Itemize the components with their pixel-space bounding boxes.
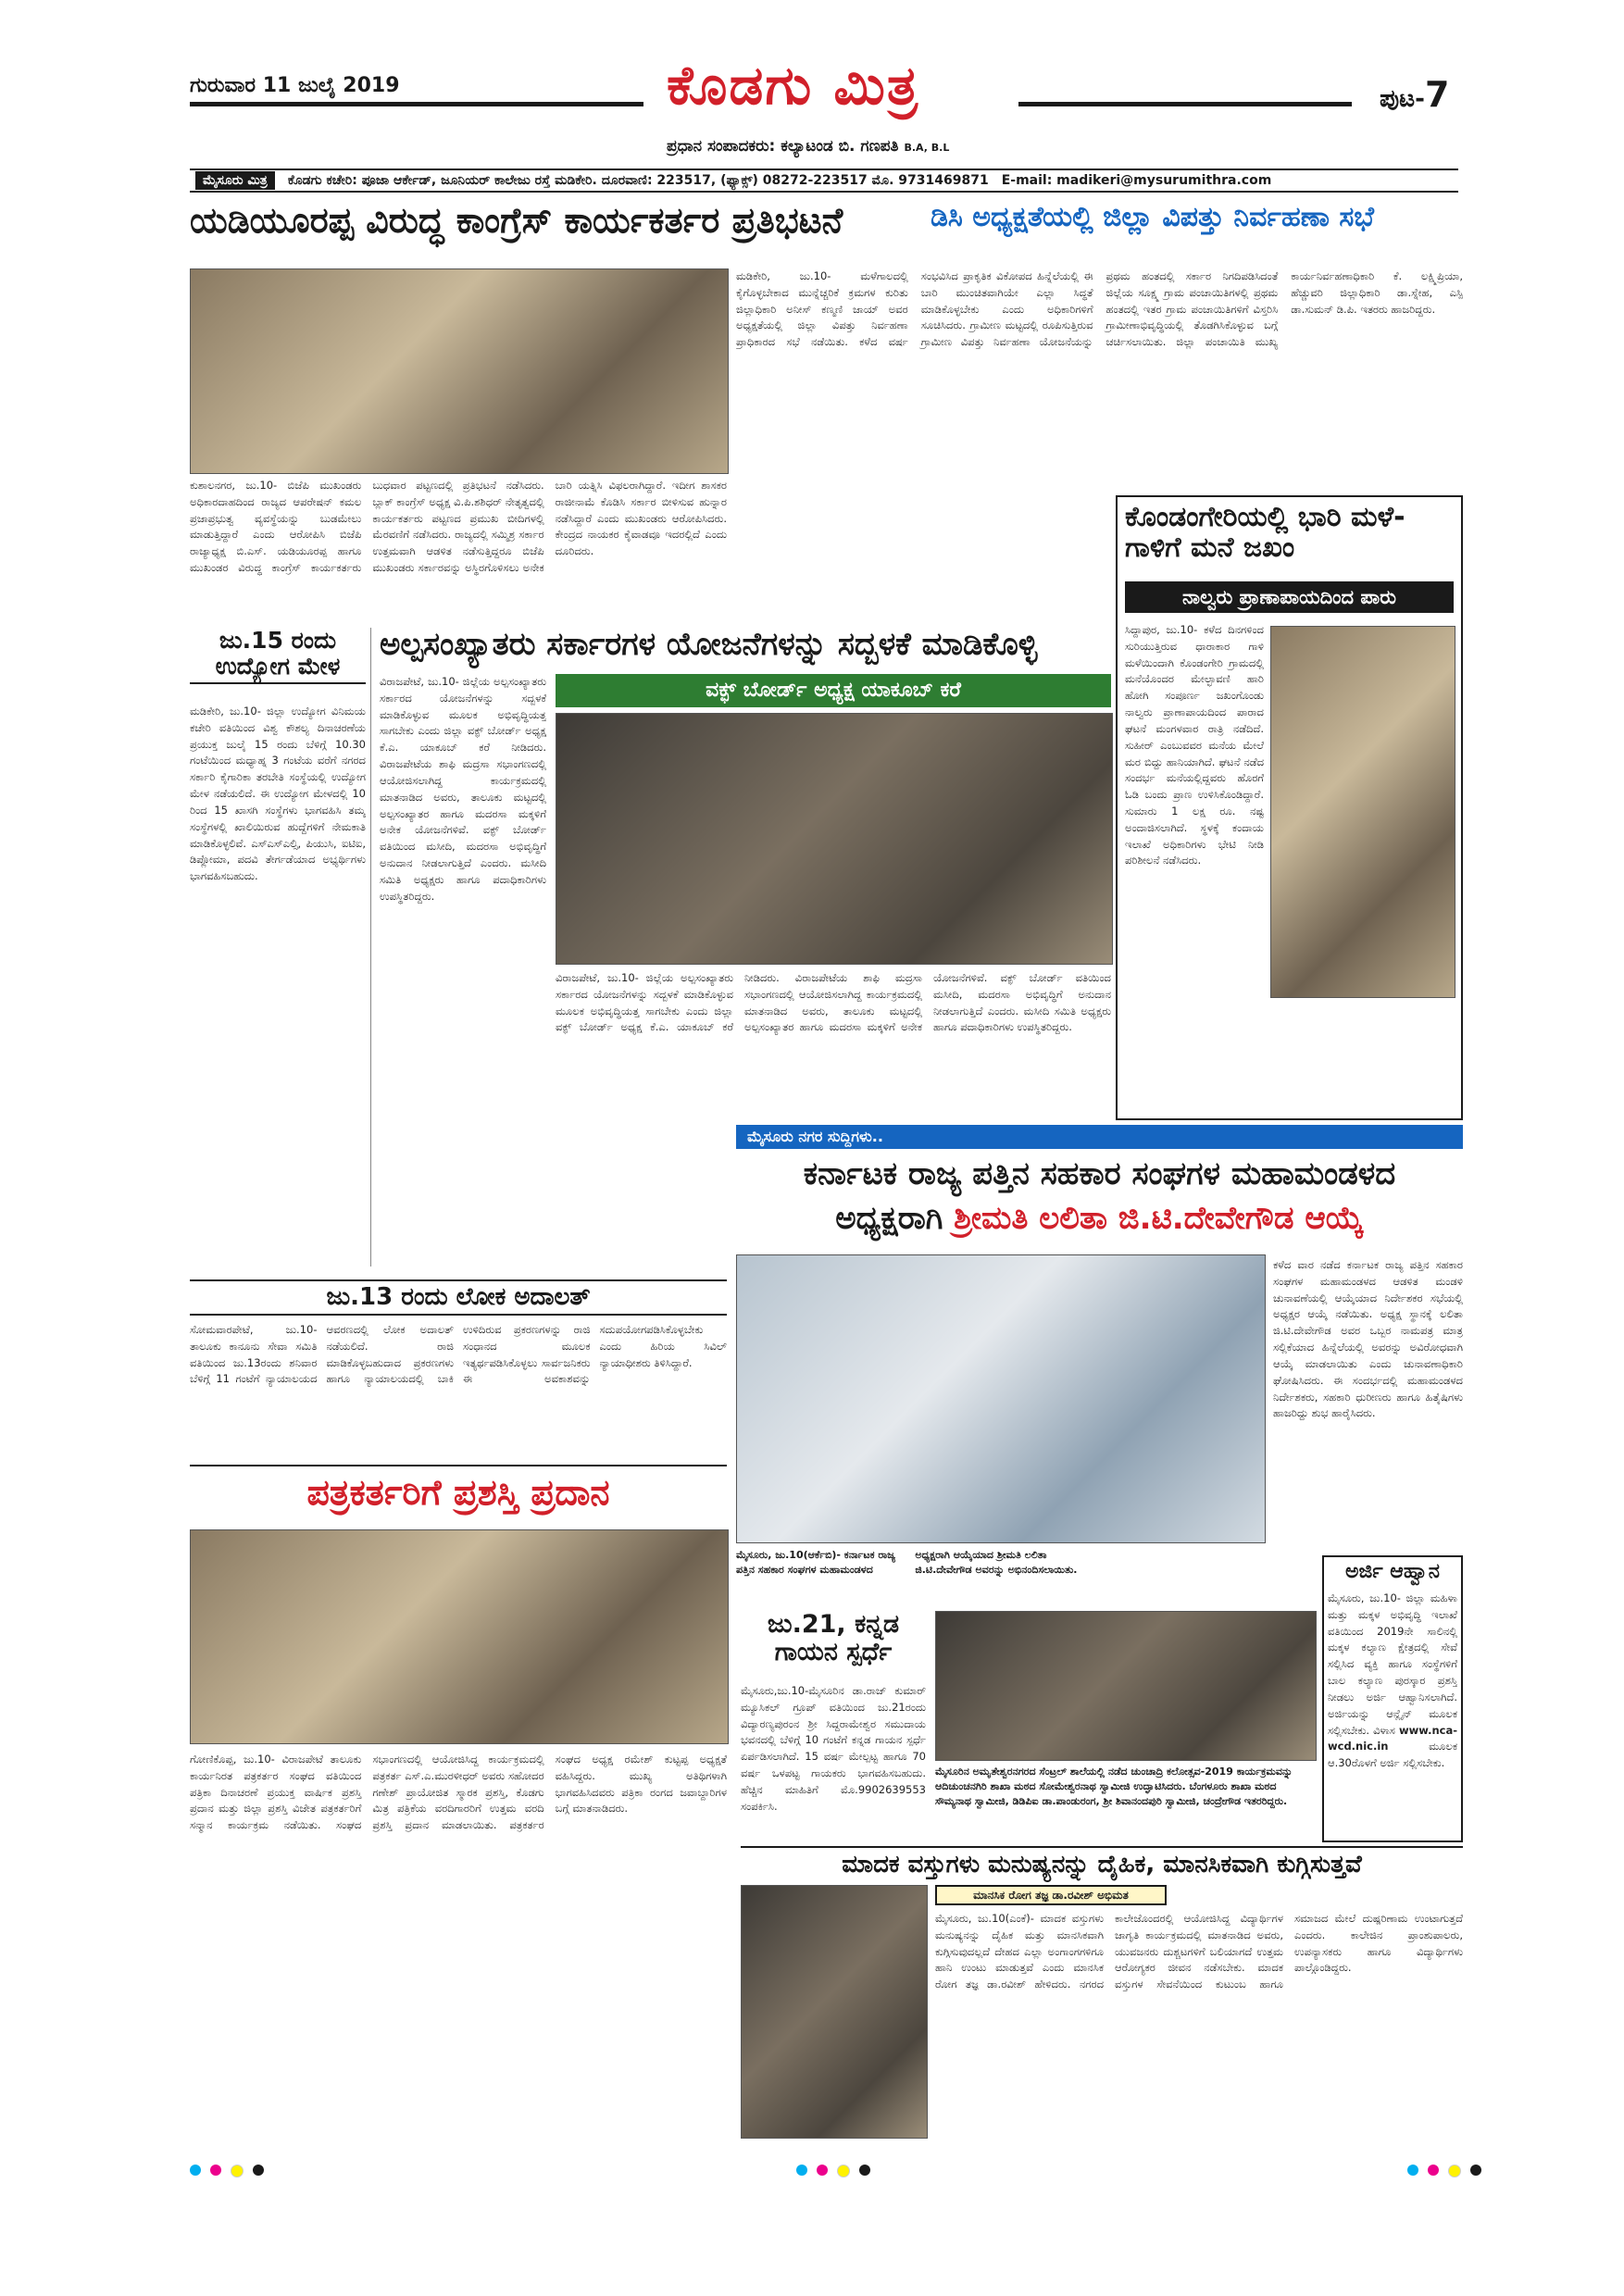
section-rule (190, 1465, 727, 1466)
chief-editor-name: ಪ್ರಧಾನ ಸಂಪಾದಕರು: ಕಲ್ಯಾಟಂಡ ಬಿ. ಗಣಪತಿ (667, 137, 899, 156)
cyan-mark (190, 2165, 201, 2176)
magenta-mark (1428, 2165, 1439, 2176)
sister-paper-brand: ಮೈಸೂರು ಮಿತ್ರ (195, 171, 275, 190)
story-job-fair-headline: ಜು.15 ರಂದು ಉದ್ಯೋಗ ಮೇಳ (190, 628, 366, 684)
house-damage-photo (1270, 626, 1455, 998)
magenta-mark (817, 2165, 828, 2176)
story-election-headline-line2 (736, 1202, 1463, 1236)
election-photo-caption: ಮೈಸೂರು, ಜು.10(ಆರ್ಕೆಬಿ)- ಕರ್ನಾಟಕ ರಾಜ್ಯ ಪತ್ತಿನ ಸಹಕಾರ ಸಂಘಗಳ ಮಹಾಮಂಡಳದ ಅಧ್ಯಕ್ಷರಾಗಿ ಆಯ್ಕೆಯಾದ ಶ್ರೀಮತಿ ಲಲಿತಾ ಜಿ.ಟಿ.ದೇವೇಗೌಡ ಅವರನ್ನು ಅಭಿನಂದಿಸಲಾಯಿತು. (736, 1549, 1078, 1576)
cyan-mark (1407, 2165, 1418, 2176)
story-awards-body: ಗೋಣಿಕೊಪ್ಪ, ಜು.10- ವಿರಾಜಪೇಟೆ ತಾಲೂಕು ಕಾರ್ಯನಿರತ ಪತ್ರಕರ್ತರ ಸಂಘದ ವತಿಯಿಂದ ಪತ್ರಿಕಾ ದಿನಾಚರಣೆ ಪ್ರಯುಕ್ತ ವಾರ್ಷಿಕ ಪ್ರಶಸ್ತಿ ಪ್ರದಾನ ಮತ್ತು ಜಿಲ್ಲಾ ಪ್ರಶಸ್ತಿ ವಿಜೇತ ಪತ್ರಕರ್ತರಿಗೆ ಸನ್ಮಾನ ಕಾರ್ಯಕ್ರಮ ನಡೆಯಿತು. ಸಂಘದ ಸಭಾಂಗಣದಲ್ಲಿ ಆಯೋಜಿಸಿದ್ದ ಕಾರ್ಯಕ್ರಮದಲ್ಲಿ ಪತ್ರಕರ್ತ ಎಸ್.ಎ.ಮುರಳೀಧರ್ ಅವರು ಸಹೋದರ ಗಣೇಶ್ ಪ್ರಾಯೋಜಿತ ಸ್ಮಾರಕ ಪ್ರಶಸ್ತಿ, ಕೊಡಗು ಮಿತ್ರ ಪತ್ರಿಕೆಯ ವರದಿಗಾರರಿಗೆ ಉತ್ತಮ ವರದಿ ಪ್ರಶಸ್ತಿ ಪ್ರದಾನ ಮಾಡಲಾಯಿತು. ಪತ್ರಕರ್ತರ ಸಂಘದ ಅಧ್ಯಕ್ಷ ರಮೇಶ್ ಕುಟ್ಟಪ್ಪ ಅಧ್ಯಕ್ಷತೆ ವಹಿಸಿದ್ದರು. ಮುಖ್ಯ ಅತಿಥಿಗಳಾಗಿ ಭಾಗವಹಿಸಿದವರು ಪತ್ರಿಕಾ ರಂಗದ ಜವಾಬ್ದಾರಿಗಳ ಬಗ್ಗೆ ಮಾತನಾಡಿದರು. (190, 1753, 727, 1832)
masthead-rule-right (1018, 102, 1352, 106)
print-marks-right (1407, 2165, 1481, 2177)
story-applications-url: www.nca-wcd.nic.in (1328, 1723, 1457, 1753)
story-drugs-kicker: ಮಾನಸಿಕ ರೋಗ ತಜ್ಞ ಡಾ.ರವೀಶ್ ಅಭಿಮತ (935, 1885, 1167, 1905)
chief-editor-degree: B.A, B.L (904, 142, 950, 154)
page-label: ಪುಟ- (1380, 85, 1425, 113)
election-felicitation-photo (736, 1254, 1266, 1543)
story-election-body: ಕಳೆದ ವಾರ ನಡೆದ ಕರ್ನಾಟಕ ರಾಜ್ಯ ಪತ್ತಿನ ಸಹಕಾರ ಸಂಘಗಳ ಮಹಾಮಂಡಳದ ಆಡಳಿತ ಮಂಡಳಿ ಚುನಾವಣೆಯಲ್ಲಿ ಆಯ್ಕೆಯಾದ ನಿರ್ದೇಶಕರ ಸಭೆಯಲ್ಲಿ ಅಧ್ಯಕ್ಷರ ಆಯ್ಕೆ ನಡೆಯಿತು. ಅಧ್ಯಕ್ಷ ಸ್ಥಾನಕ್ಕೆ ಲಲಿತಾ ಜಿ.ಟಿ.ದೇವೇಗೌಡ ಅವರ ಒಬ್ಬರ ನಾಮಪತ್ರ ಮಾತ್ರ ಸಲ್ಲಿಕೆಯಾದ ಹಿನ್ನೆಲೆಯಲ್ಲಿ ಅವರನ್ನು ಅವಿರೋಧವಾಗಿ ಆಯ್ಕೆ ಮಾಡಲಾಯಿತು ಎಂದು ಚುನಾವಣಾಧಿಕಾರಿ ಘೋಷಿಸಿದರು. ಈ ಸಂದರ್ಭದಲ್ಲಿ ಮಹಾಮಂಡಳದ ನಿರ್ದೇಶಕರು, ಸಹಕಾರಿ ಧುರೀಣರು ಹಾಗೂ ಹಿತೈಷಿಗಳು ಹಾಜರಿದ್ದು ಶುಭ ಹಾರೈಸಿದರು. (1273, 1258, 1463, 1420)
kalotsava-photo-caption: ಮೈಸೂರಿನ ಅಮೃತೇಶ್ವರನಗರದ ಸೆಂಟ್ರಲ್ ಶಾಲೆಯಲ್ಲಿ ನಡೆದ ಚುಂಚಾದ್ರಿ ಕಲೋತ್ಸವ-2019 ಕಾರ್ಯಕ್ರಮವನ್ನು ಆದಿಚುಂಚನಗಿರಿ ಶಾಖಾ ಮಠದ ಸೋಮೇಶ್ವರನಾಥ ಸ್ವಾಮೀಜಿ ಉದ್ಘಾಟಿಸಿದರು. ಬೆಂಗಳೂರು ಶಾಖಾ ಮಠದ ಸೌಮ್ಯನಾಥ ಸ್ವಾಮೀಜಿ, ಡಿಡಿಪಿಐ ಡಾ.ಪಾಂಡುರಂಗ, ಶ್ರೀ ಶಿವಾನಂದಪುರಿ ಸ್ವಾಮೀಜಿ, ಚಂದ್ರೇಗೌಡ ಇತರರಿದ್ದರು. (935, 1766, 1293, 1807)
story-applications-tail: ಮೂಲಕ ಆ.30ರೊಳಗೆ ಅರ್ಜಿ ಸಲ್ಲಿಸಬೇಕು. (1328, 1740, 1457, 1770)
story-drugs-headline: ಮಾದಕ ವಸ್ತುಗಳು ಮನುಷ್ಯನನ್ನು ದೈಹಿಕ, ಮಾನಸಿಕವಾಗಿ ಕುಗ್ಗಿಸುತ್ತವೆ (741, 1846, 1463, 1878)
office-email: E-mail: madikeri@mysurumithra.com (1001, 173, 1272, 188)
story-election-headline-prefix: ಅಧ್ಯಕ್ಷರಾಗಿ (835, 1200, 943, 1237)
story-minorities-subhead: ವಕ್ಫ್ ಬೋರ್ಡ್ ಅಧ್ಯಕ್ಷ ಯಾಕೂಬ್ ಕರೆ (556, 674, 1111, 707)
page-number-value: 7 (1424, 74, 1450, 115)
story-protest-headline (190, 202, 921, 241)
column-rule (370, 628, 371, 1267)
mysuru-news-kicker: ಮೈಸೂರು ನಗರ ಸುದ್ದಿಗಳು.. (736, 1125, 1463, 1149)
contact-strip (190, 168, 1458, 193)
story-protest-headline-text: ಯಡಿಯೂರಪ್ಪ ವಿರುದ್ಧ ಕಾಂಗ್ರೆಸ್ ಕಾರ್ಯಕರ್ತರ ಪ್ರತಿಭಟನೆ (190, 200, 843, 241)
cyan-mark (796, 2165, 807, 2176)
story-lok-adalat-body: ಸೋಮವಾರಪೇಟೆ, ಜು.10- ತಾಲೂಕು ಕಾನೂನು ಸೇವಾ ಸಮಿತಿ ವತಿಯಿಂದ ಜು.13ರಂದು ಶನಿವಾರ ಬೆಳಿಗ್ಗೆ 11 ಗಂಟೆಗೆ ನ್ಯಾಯಾಲಯದ ಆವರಣದಲ್ಲಿ ಲೋಕ ಅದಾಲತ್ ನಡೆಯಲಿದೆ. ರಾಜಿ ಮಾಡಿಕೊಳ್ಳಬಹುದಾದ ಪ್ರಕರಣಗಳು ಹಾಗೂ ನ್ಯಾಯಾಲಯದಲ್ಲಿ ಬಾಕಿ ಉಳಿದಿರುವ ಪ್ರಕರಣಗಳನ್ನು ರಾಜಿ ಸಂಧಾನದ ಮೂಲಕ ಇತ್ಯರ್ಥಪಡಿಸಿಕೊಳ್ಳಲು ಸಾರ್ವಜನಿಕರು ಈ ಅವಕಾಶವನ್ನು ಸದುಪಯೋಗಪಡಿಸಿಕೊಳ್ಳಬೇಕು ಎಂದು ಹಿರಿಯ ಸಿವಿಲ್ ನ್ಯಾಯಾಧೀಶರು ತಿಳಿಸಿದ್ದಾರೆ. (190, 1323, 727, 1386)
awards-group-photo (190, 1529, 729, 1744)
story-house-damage-body: ಸಿದ್ದಾಪುರ, ಜು.10- ಕಳೆದ ದಿನಗಳಿಂದ ಸುರಿಯುತ್ತಿರುವ ಧಾರಾಕಾರ ಗಾಳಿ ಮಳೆಯಿಂದಾಗಿ ಕೊಂಡಂಗೇರಿ ಗ್ರಾಮದಲ್ಲಿ ಮನೆಯೊಂದರ ಮೇಲ್ಛಾವಣಿ ಹಾರಿ ಹೋಗಿ ಸಂಪೂರ್ಣ ಜಖಂಗೊಂಡು ನಾಲ್ವರು ಪ್ರಾಣಾಪಾಯದಿಂದ ಪಾರಾದ ಘಟನೆ ಮಂಗಳವಾರ ರಾತ್ರಿ ನಡೆದಿದೆ. ಸುಹೀರ್ ಎಂಬುವವರ ಮನೆಯ ಮೇಲೆ ಮರ ಬಿದ್ದು ಹಾನಿಯಾಗಿದೆ. ಘಟನೆ ನಡೆದ ಸಂದರ್ಭ ಮನೆಯಲ್ಲಿದ್ದವರು ಹೊರಗೆ ಓಡಿ ಬಂದು ಪ್ರಾಣ ಉಳಿಸಿಕೊಂಡಿದ್ದಾರೆ. ಸುಮಾರು 1 ಲಕ್ಷ ರೂ. ನಷ್ಟ ಅಂದಾಜಿಸಲಾಗಿದೆ. ಸ್ಥಳಕ್ಕೆ ಕಂದಾಯ ಇಲಾಖೆ ಅಧಿಕಾರಿಗಳು ಭೇಟಿ ನೀಡಿ ಪರಿಶೀಲನೆ ನಡೆಸಿದರು. (1125, 623, 1264, 867)
issue-date: ಗುರುವಾರ 11 ಜುಲೈ 2019 (190, 74, 400, 97)
story-singing-headline-line1: ಜು.21, ಕನ್ನಡ (767, 1610, 900, 1639)
story-election-headline-line1: ಕರ್ನಾಟಕ ರಾಜ್ಯ ಪತ್ತಿನ ಸಹಕಾರ ಸಂಘಗಳ ಮಹಾಮಂಡಳದ (803, 1155, 1396, 1192)
story-lok-adalat-headline: ಜು.13 ರಂದು ಲೋಕ ಅದಾಲತ್ (190, 1279, 727, 1316)
minorities-meeting-photo (556, 713, 1113, 965)
yellow-mark (1448, 2165, 1461, 2177)
print-marks-left (190, 2165, 264, 2177)
story-applications-text: ಮೈಸೂರು, ಜು.10- ಜಿಲ್ಲಾ ಮಹಿಳಾ ಮತ್ತು ಮಕ್ಕಳ ಅಭಿವೃದ್ಧಿ ಇಲಾಖೆ ವತಿಯಿಂದ 2019ನೇ ಸಾಲಿನಲ್ಲಿ ಮಕ್ಕಳ ಕಲ್ಯಾಣ ಕ್ಷೇತ್ರದಲ್ಲಿ ಸೇವೆ ಸಲ್ಲಿಸಿದ ವ್ಯಕ್ತಿ ಹಾಗೂ ಸಂಸ್ಥೆಗಳಿಗೆ ಬಾಲ ಕಲ್ಯಾಣ ಪುರಸ್ಕಾರ ಪ್ರಶಸ್ತಿ ನೀಡಲು ಅರ್ಜಿ ಆಹ್ವಾನಿಸಲಾಗಿದೆ. ಅರ್ಜಿಯನ್ನು ಆನ್ಲೈನ್ ಮೂಲಕ ಸಲ್ಲಿಸಬೇಕು. ವಿಳಾಸ (1328, 1591, 1457, 1737)
story-house-damage-subhead: ನಾಲ್ವರು ಪ್ರಾಣಾಪಾಯದಿಂದ ಪಾರು (1125, 581, 1454, 613)
story-minorities-body-cont: ವಿರಾಜಪೇಟೆ, ಜು.10- ಜಿಲ್ಲೆಯ ಅಲ್ಪಸಂಖ್ಯಾತರು ಸರ್ಕಾರದ ಯೋಜನೆಗಳನ್ನು ಸದ್ಬಳಕೆ ಮಾಡಿಕೊಳ್ಳುವ ಮೂಲಕ ಅಭಿವೃದ್ಧಿಯತ್ತ ಸಾಗಬೇಕು ಎಂದು ಜಿಲ್ಲಾ ವಕ್ಫ್ ಬೋರ್ಡ್ ಅಧ್ಯಕ್ಷ ಕೆ.ಎ. ಯಾಕೂಬ್ ಕರೆ ನೀಡಿದರು. ವಿರಾಜಪೇಟೆಯ ಶಾಫಿ ಮದ್ರಸಾ ಸಭಾಂಗಣದಲ್ಲಿ ಆಯೋಜಿಸಲಾಗಿದ್ದ ಕಾರ್ಯಕ್ರಮದಲ್ಲಿ ಮಾತನಾಡಿದ ಅವರು, ತಾಲೂಕು ಮಟ್ಟದಲ್ಲಿ ಅಲ್ಪಸಂಖ್ಯಾತರ ಹಾಗೂ ಮದರಸಾ ಮಕ್ಕಳಿಗೆ ಅನೇಕ ಯೋಜನೆಗಳಿವೆ. ವಕ್ಫ್ ಬೋರ್ಡ್ ವತಿಯಿಂದ ಮಸೀದಿ, ಮದರಸಾ ಅಭಿವೃದ್ಧಿಗೆ ಅನುದಾನ ನೀಡಲಾಗುತ್ತಿದೆ ಎಂದರು. ಮಸೀದಿ ಸಮಿತಿ ಅಧ್ಯಕ್ಷರು ಹಾಗೂ ಪದಾಧಿಕಾರಿಗಳು ಉಪಸ್ಥಿತರಿದ್ದರು. (556, 971, 1111, 1034)
yellow-mark (837, 2165, 850, 2177)
newspaper-title: ಕೊಡಗು ಮಿತ್ರ (667, 54, 920, 117)
story-minorities-body: ವಿರಾಜಪೇಟೆ, ಜು.10- ಜಿಲ್ಲೆಯ ಅಲ್ಪಸಂಖ್ಯಾತರು ಸರ್ಕಾರದ ಯೋಜನೆಗಳನ್ನು ಸದ್ಬಳಕೆ ಮಾಡಿಕೊಳ್ಳುವ ಮೂಲಕ ಅಭಿವೃದ್ಧಿಯತ್ತ ಸಾಗಬೇಕು ಎಂದು ಜಿಲ್ಲಾ ವಕ್ಫ್ ಬೋರ್ಡ್ ಅಧ್ಯಕ್ಷ ಕೆ.ಎ. ಯಾಕೂಬ್ ಕರೆ ನೀಡಿದರು. ವಿರಾಜಪೇಟೆಯ ಶಾಫಿ ಮದ್ರಸಾ ಸಭಾಂಗಣದಲ್ಲಿ ಆಯೋಜಿಸಲಾಗಿದ್ದ ಕಾರ್ಯಕ್ರಮದಲ್ಲಿ ಮಾತನಾಡಿದ ಅವರು, ತಾಲೂಕು ಮಟ್ಟದಲ್ಲಿ ಅಲ್ಪಸಂಖ್ಯಾತರ ಹಾಗೂ ಮದರಸಾ ಮಕ್ಕಳಿಗೆ ಅನೇಕ ಯೋಜನೆಗಳಿವೆ. ವಕ್ಫ್ ಬೋರ್ಡ್ ವತಿಯಿಂದ ಮಸೀದಿ, ಮದರಸಾ ಅಭಿವೃದ್ಧಿಗೆ ಅನುದಾನ ನೀಡಲಾಗುತ್ತಿದೆ ಎಂದರು. ಮಸೀದಿ ಸಮಿತಿ ಅಧ್ಯಕ್ಷರು ಹಾಗೂ ಪದಾಧಿಕಾರಿಗಳು ಉಪಸ್ಥಿತರಿದ್ದರು. (380, 675, 546, 903)
yellow-mark (231, 2165, 244, 2177)
black-mark (1470, 2165, 1481, 2176)
story-election-headline-name: ಶ್ರೀಮತಿ ಲಲಿತಾ ಜಿ.ಟಿ.ದೇವೇಗೌಡ ಆಯ್ಕೆ (954, 1200, 1364, 1237)
story-dc-meeting-body: ಮಡಿಕೇರಿ, ಜು.10- ಮಳೆಗಾಲದಲ್ಲಿ ಕೈಗೊಳ್ಳಬೇಕಾದ ಮುನ್ನೆಚ್ಚರಿಕೆ ಕ್ರಮಗಳ ಕುರಿತು ಜಿಲ್ಲಾಧಿಕಾರಿ ಅನೀಸ್ ಕಣ್ಮಣಿ ಜಾಯ್ ಅವರ ಅಧ್ಯಕ್ಷತೆಯಲ್ಲಿ ಜಿಲ್ಲಾ ವಿಪತ್ತು ನಿರ್ವಹಣಾ ಪ್ರಾಧಿಕಾರದ ಸಭೆ ನಡೆಯಿತು. ಕಳೆದ ವರ್ಷ ಸಂಭವಿಸಿದ ಪ್ರಾಕೃತಿಕ ವಿಕೋಪದ ಹಿನ್ನೆಲೆಯಲ್ಲಿ ಈ ಬಾರಿ ಮುಂಚಿತವಾಗಿಯೇ ಎಲ್ಲಾ ಸಿದ್ಧತೆ ಮಾಡಿಕೊಳ್ಳಬೇಕು ಎಂದು ಅಧಿಕಾರಿಗಳಿಗೆ ಸೂಚಿಸಿದರು. ಗ್ರಾಮೀಣ ಮಟ್ಟದಲ್ಲಿ ರೂಪಿಸುತ್ತಿರುವ ಗ್ರಾಮೀಣ ವಿಪತ್ತು ನಿರ್ವಹಣಾ ಯೋಜನೆಯನ್ನು ಪ್ರಥಮ ಹಂತದಲ್ಲಿ ಸರ್ಕಾರ ನಿಗದಿಪಡಿಸಿದಂತೆ ಜಿಲ್ಲೆಯ ಸೂಕ್ಷ್ಮ ಗ್ರಾಮ ಪಂಚಾಯಿತಿಗಳಲ್ಲಿ ಪ್ರಥಮ ಹಂತದಲ್ಲಿ ಇತರ ಗ್ರಾಮ ಪಂಚಾಯಿತಿಗಳಿಗೆ ವಿಸ್ತರಿಸಿ ಗ್ರಾಮೀಣಾಭಿವೃದ್ಧಿಯಲ್ಲಿ ತೊಡಗಿಸಿಕೊಳ್ಳುವ ಬಗ್ಗೆ ಚರ್ಚಿಸಲಾಯಿತು. ಜಿಲ್ಲಾ ಪಂಚಾಯಿತಿ ಮುಖ್ಯ ಕಾರ್ಯನಿರ್ವಹಣಾಧಿಕಾರಿ ಕೆ. ಲಕ್ಷ್ಮಿಪ್ರಿಯಾ, ಹೆಚ್ಚುವರಿ ಜಿಲ್ಲಾಧಿಕಾರಿ ಡಾ.ಸ್ನೇಹ, ಎಸ್ಪಿ ಡಾ.ಸುಮನ್ ಡಿ.ಪಿ. ಇತರರು ಹಾಜರಿದ್ದರು. (736, 269, 1463, 349)
magenta-mark (210, 2165, 221, 2176)
office-address: ಕೊಡಗು ಕಚೇರಿ: ಪೂಜಾ ಆರ್ಕೇಡ್, ಜೂನಿಯರ್ ಕಾಲೇಜು ರಸ್ತೆ ಮಡಿಕೇರಿ. ದೂರವಾಣಿ: 223517, (ಫ್ಯಾಕ್ಸ್) 08272-223517 ಮೊ. 9731469871 (287, 173, 989, 188)
story-applications-body (1328, 1591, 1457, 1839)
page-number (1380, 74, 1449, 115)
story-singing-body: ಮೈಸೂರು,ಜು.10-ಮೈಸೂರಿನ ಡಾ.ರಾಜ್ ಕುಮಾರ್ ಮ್ಯೂಸಿಕಲ್ ಗ್ರೂಪ್ ವತಿಯಿಂದ ಜು.21ರಂದು ವಿದ್ಯಾರಣ್ಯಪುರಂನ ಶ್ರೀ ಸಿದ್ದರಾಮೇಶ್ವರ ಸಮುದಾಯ ಭವನದಲ್ಲಿ ಬೆಳಿಗ್ಗೆ 10 ಗಂಟೆಗೆ ಕನ್ನಡ ಗಾಯನ ಸ್ಪರ್ಧೆ ಏರ್ಪಡಿಸಲಾಗಿದೆ. 15 ವರ್ಷ ಮೇಲ್ಪಟ್ಟ ಹಾಗೂ 70 ವರ್ಷ ಒಳಪಟ್ಟ ಗಾಯಕರು ಭಾಗವಹಿಸಬಹುದು. ಹೆಚ್ಚಿನ ಮಾಹಿತಿಗೆ ಮೊ.9902639553 ಸಂಪರ್ಕಿಸಿ. (741, 1684, 926, 1813)
story-singing-headline (741, 1611, 926, 1666)
chief-editor (667, 137, 949, 156)
story-applications-headline: ಅರ್ಜಿ ಆಹ್ವಾನ (1344, 1560, 1441, 1583)
protest-photo (190, 268, 729, 474)
story-house-damage-headline: ಕೊಂಡಂಗೇರಿಯಲ್ಲಿ ಭಾರಿ ಮಳೆ-ಗಾಳಿಗೆ ಮನೆ ಜಖಂ (1125, 501, 1405, 564)
story-drugs-body: ಮೈಸೂರು, ಜು.10(ಎಂಕೆ)- ಮಾದಕ ವಸ್ತುಗಳು ಮನುಷ್ಯನನ್ನು ದೈಹಿಕ ಮತ್ತು ಮಾನಸಿಕವಾಗಿ ಕುಗ್ಗಿಸುವುದಲ್ಲದೆ ದೇಹದ ಎಲ್ಲಾ ಅಂಗಾಂಗಗಳಿಗೂ ಹಾನಿ ಉಂಟು ಮಾಡುತ್ತವೆ ಎಂದು ಮಾನಸಿಕ ರೋಗ ತಜ್ಞ ಡಾ.ರವೀಶ್ ಹೇಳಿದರು. ನಗರದ ಕಾಲೇಜೊಂದರಲ್ಲಿ ಆಯೋಜಿಸಿದ್ದ ವಿದ್ಯಾರ್ಥಿಗಳ ಜಾಗೃತಿ ಕಾರ್ಯಕ್ರಮದಲ್ಲಿ ಮಾತನಾಡಿದ ಅವರು, ಯುವಜನರು ದುಶ್ಚಟಗಳಿಗೆ ಬಲಿಯಾಗದೆ ಉತ್ತಮ ಆರೋಗ್ಯಕರ ಜೀವನ ನಡೆಸಬೇಕು. ಮಾದಕ ವಸ್ತುಗಳ ಸೇವನೆಯಿಂದ ಕುಟುಂಬ ಹಾಗೂ ಸಮಾಜದ ಮೇಲೆ ದುಷ್ಪರಿಣಾಮ ಉಂಟಾಗುತ್ತದೆ ಎಂದರು. ಕಾಲೇಜಿನ ಪ್ರಾಂಶುಪಾಲರು, ಉಪನ್ಯಾಸಕರು ಹಾಗೂ ವಿದ್ಯಾರ್ಥಿಗಳು ಪಾಲ್ಗೊಂಡಿದ್ದರು. (935, 1912, 1463, 1991)
story-minorities-headline: ಅಲ್ಪಸಂಖ್ಯಾತರು ಸರ್ಕಾರಗಳ ಯೋಜನೆಗಳನ್ನು ಸದ್ಬಳಕೆ ಮಾಡಿಕೊಳ್ಳಿ (380, 626, 1038, 663)
kalotsava-inauguration-photo (935, 1611, 1317, 1761)
print-marks-center (796, 2165, 870, 2177)
story-protest-body: ಕುಶಾಲನಗರ, ಜು.10- ಬಿಜೆಪಿ ಮುಖಂಡರು ಅಧಿಕಾರದಾಹದಿಂದ ರಾಜ್ಯದ ಆಪರೇಷನ್ ಕಮಲ ಪ್ರಜಾಪ್ರಭುತ್ವ ವ್ಯವಸ್ಥೆಯನ್ನು ಬುಡಮೇಲು ಮಾಡುತ್ತಿದ್ದಾರೆ ಎಂದು ಆರೋಪಿಸಿ ಬಿಜೆಪಿ ರಾಜ್ಯಾಧ್ಯಕ್ಷ ಬಿ.ಎಸ್. ಯಡಿಯೂರಪ್ಪ ಹಾಗೂ ಮುಖಂಡರ ವಿರುದ್ಧ ಕಾಂಗ್ರೆಸ್ ಕಾರ್ಯಕರ್ತರು ಬುಧವಾರ ಪಟ್ಟಣದಲ್ಲಿ ಪ್ರತಿಭಟನೆ ನಡೆಸಿದರು. ಬ್ಲಾಕ್ ಕಾಂಗ್ರೆಸ್ ಅಧ್ಯಕ್ಷ ವಿ.ಪಿ.ಶಶಿಧರ್ ನೇತೃತ್ವದಲ್ಲಿ ಕಾರ್ಯಕರ್ತರು ಪಟ್ಟಣದ ಪ್ರಮುಖ ಬೀದಿಗಳಲ್ಲಿ ಮೆರವಣಿಗೆ ನಡೆಸಿದರು. ರಾಜ್ಯದಲ್ಲಿ ಸಮ್ಮಿಶ್ರ ಸರ್ಕಾರ ಉತ್ತಮವಾಗಿ ಆಡಳಿತ ನಡೆಸುತ್ತಿದ್ದರೂ ಬಿಜೆಪಿ ಮುಖಂಡರು ಸರ್ಕಾರವನ್ನು ಅಸ್ಥಿರಗೊಳಿಸಲು ಅನೇಕ ಬಾರಿ ಯತ್ನಿಸಿ ವಿಫಲರಾಗಿದ್ದಾರೆ. ಇದೀಗ ಶಾಸಕರ ರಾಜೀನಾಮೆ ಕೊಡಿಸಿ ಸರ್ಕಾರ ಬೀಳಿಸುವ ಹುನ್ನಾರ ನಡೆಸಿದ್ದಾರೆ ಎಂದು ಮುಖಂಡರು ಆರೋಪಿಸಿದರು. ಕೇಂದ್ರದ ನಾಯಕರ ಕೈವಾಡವೂ ಇದರಲ್ಲಿದೆ ಎಂದು ದೂರಿದರು. (190, 479, 727, 575)
black-mark (859, 2165, 870, 2176)
story-singing-headline-line2: ಗಾಯನ ಸ್ಪರ್ಧೆ (774, 1637, 893, 1666)
black-mark (253, 2165, 264, 2176)
drugs-awareness-photo (741, 1885, 928, 2139)
masthead-rule-left (190, 102, 643, 106)
story-job-fair-body: ಮಡಿಕೇರಿ, ಜು.10- ಜಿಲ್ಲಾ ಉದ್ಯೋಗ ವಿನಿಮಯ ಕಚೇರಿ ವತಿಯಿಂದ ವಿಶ್ವ ಕೌಶಲ್ಯ ದಿನಾಚರಣೆಯ ಪ್ರಯುಕ್ತ ಜುಲೈ 15 ರಂದು ಬೆಳಿಗ್ಗೆ 10.30 ಗಂಟೆಯಿಂದ ಮಧ್ಯಾಹ್ನ 3 ಗಂಟೆಯ ವರೆಗೆ ನಗರದ ಸರ್ಕಾರಿ ಕೈಗಾರಿಕಾ ತರಬೇತಿ ಸಂಸ್ಥೆಯಲ್ಲಿ ಉದ್ಯೋಗ ಮೇಳ ನಡೆಯಲಿದೆ. ಈ ಉದ್ಯೋಗ ಮೇಳದಲ್ಲಿ 10 ರಿಂದ 15 ಖಾಸಗಿ ಸಂಸ್ಥೆಗಳು ಭಾಗವಹಿಸಿ ತಮ್ಮ ಸಂಸ್ಥೆಗಳಲ್ಲಿ ಖಾಲಿಯಿರುವ ಹುದ್ದೆಗಳಿಗೆ ನೇಮಕಾತಿ ಮಾಡಿಕೊಳ್ಳಲಿವೆ. ಎಸ್ಎಸ್ಎಲ್ಸಿ, ಪಿಯುಸಿ, ಐಟಿಐ, ಡಿಪ್ಲೋಮಾ, ಪದವಿ ತೇರ್ಗಡೆಯಾದ ಅಭ್ಯರ್ಥಿಗಳು ಭಾಗವಹಿಸಬಹುದು. (190, 705, 366, 883)
story-awards-headline: ಪತ್ರಕರ್ತರಿಗೆ ಪ್ರಶಸ್ತಿ ಪ್ರದಾನ (306, 1472, 610, 1513)
story-dc-meeting-headline: ಡಿಸಿ ಅಧ್ಯಕ್ಷತೆಯಲ್ಲಿ ಜಿಲ್ಲಾ ವಿಪತ್ತು ನಿರ್ವಹಣಾ ಸಭೆ (931, 201, 1375, 233)
